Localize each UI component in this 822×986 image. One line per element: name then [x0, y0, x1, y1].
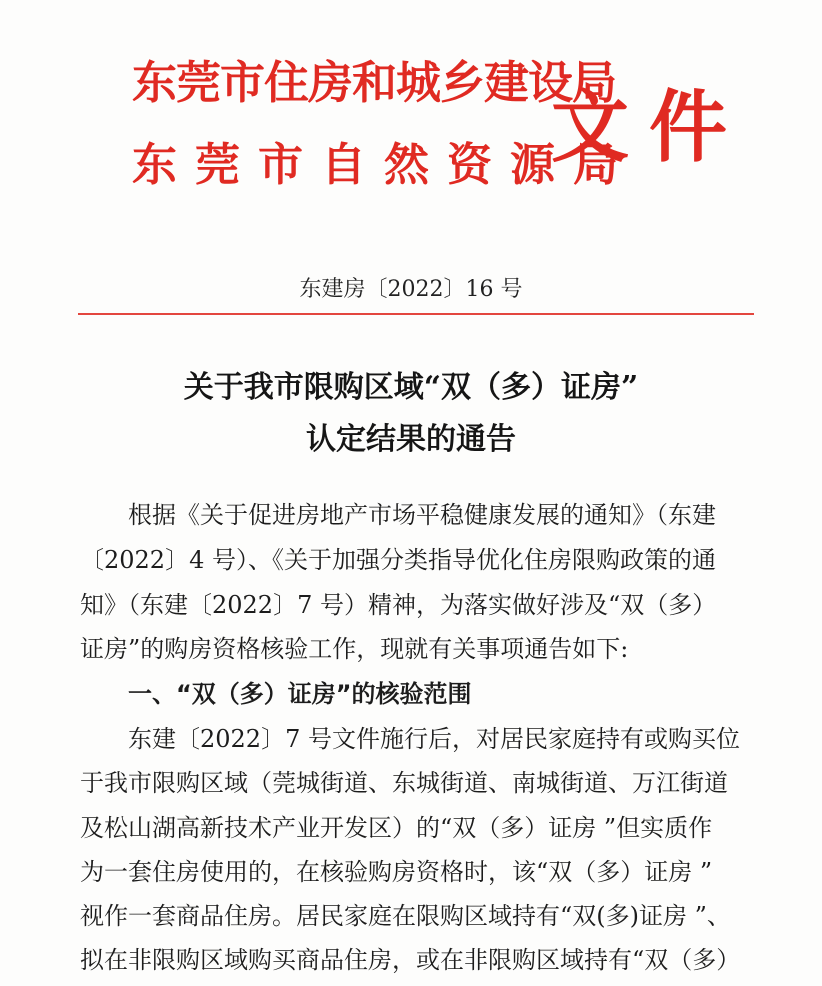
issuing-authority-2: 东莞市自然资源局 — [132, 138, 637, 191]
body-line: 视作一套商品住房。居民家庭在限购区域持有“双(多)证房 ”、 — [80, 902, 731, 930]
red-divider — [78, 313, 754, 315]
body-line: 〔2022〕4 号）、《关于加强分类指导优化住房限购政策的通 — [80, 546, 716, 574]
document-word: 文件 — [551, 83, 748, 173]
body-line: 证房”的购房资格核验工作，现就有关事项通告如下: — [80, 635, 629, 663]
body-line: 为一套住房使用的，在核验购房资格时，该“双（多）证房 ” — [80, 858, 713, 886]
section-heading: 一、“双（多）证房”的核验范围 — [128, 680, 472, 708]
body-line: 东建〔2022〕7 号文件施行后，对居民家庭持有或购买位 — [128, 725, 740, 753]
body-line: 知》（东建〔2022〕7 号）精神，为落实做好涉及“双（多） — [80, 591, 717, 619]
document-title-line-2: 认定结果的通告 — [306, 422, 516, 457]
body-line: 及松山湖高新技术产业开发区）的“双（多）证房 ”但实质作 — [80, 814, 713, 842]
document-title-line-1: 关于我市限购区域“双（多）证房” — [183, 370, 639, 405]
document-number: 东建房〔2022〕16 号 — [299, 277, 523, 302]
body-line: 根据《关于促进房地产市场平稳健康发展的通知》（东建 — [128, 501, 716, 529]
issuing-authority-1: 东莞市住房和城乡建设局 — [132, 56, 617, 109]
body-line: 于我市限购区域（莞城街道、东城街道、南城街道、万江街道 — [80, 769, 728, 797]
body-line: 拟在非限购区域购买商品住房，或在非限购区域持有“双（多） — [80, 946, 741, 974]
